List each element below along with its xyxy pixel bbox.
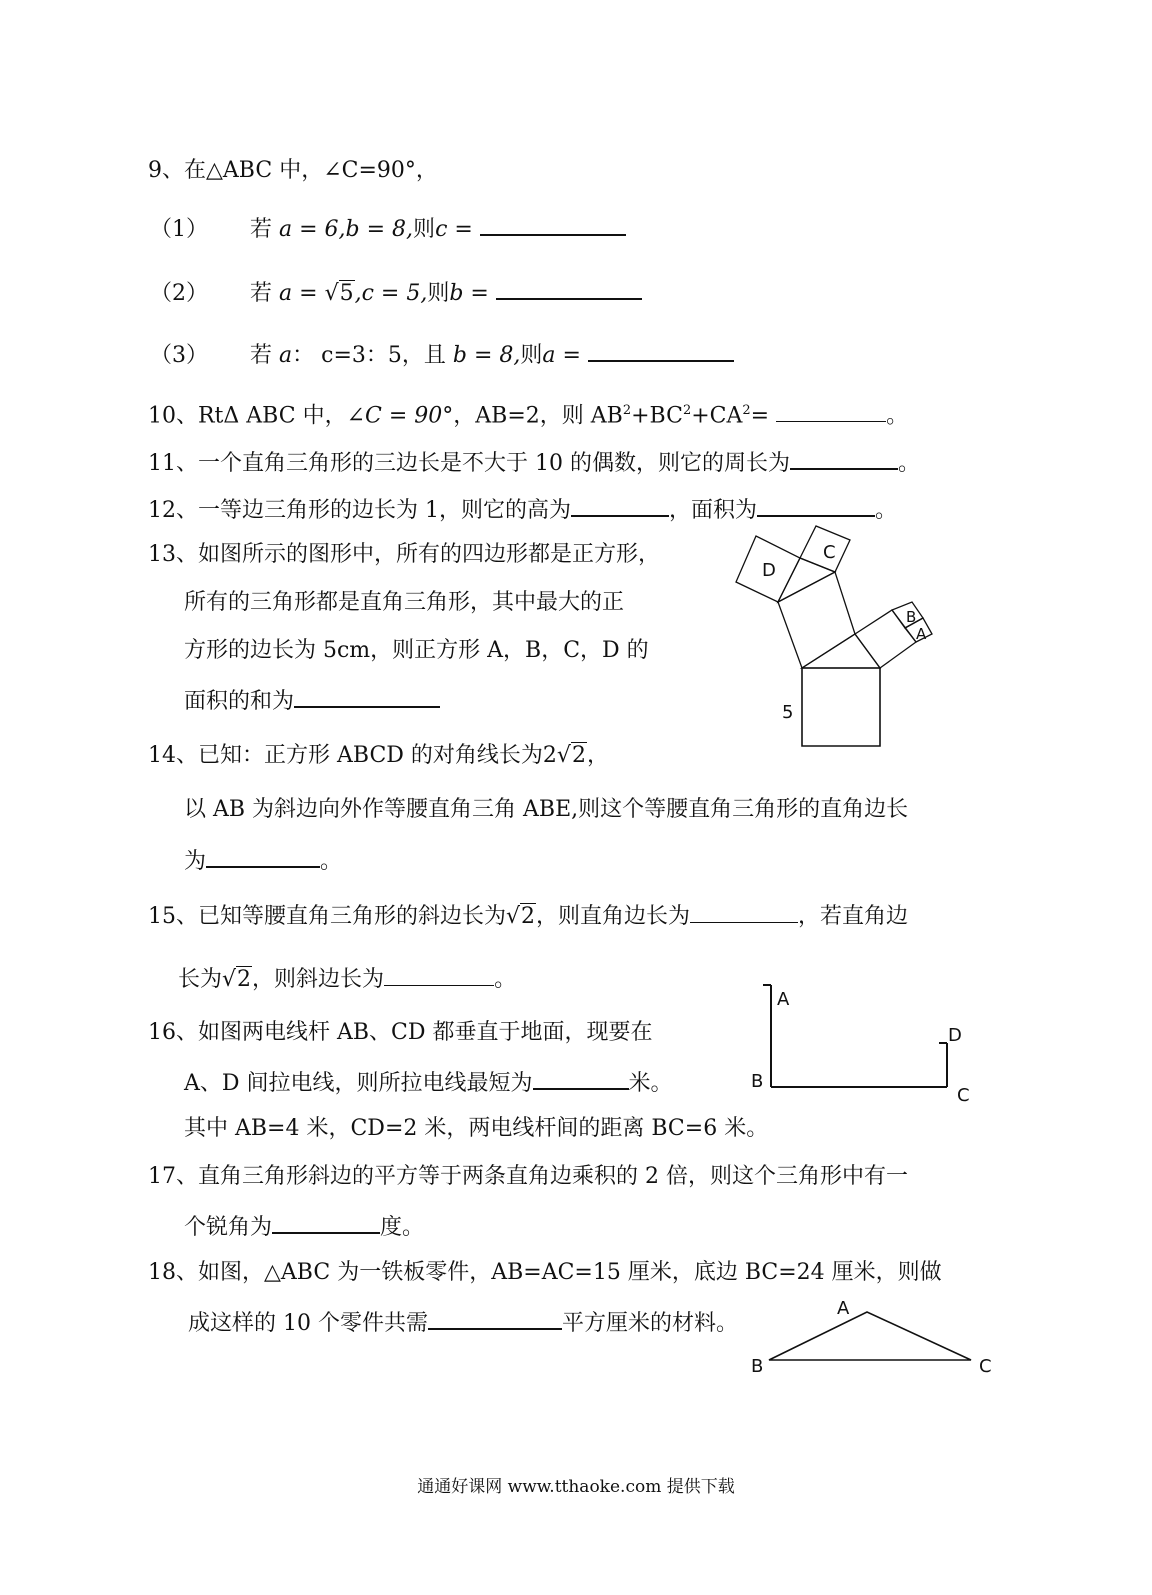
q10-eq: = xyxy=(750,403,770,429)
q9-p3-then: 则 xyxy=(520,343,543,368)
q13-label-a: A xyxy=(916,625,927,643)
q15-root-2: 2 xyxy=(237,967,252,992)
q14-coef: 2 xyxy=(542,743,557,768)
q16-line3: 其中 AB=4 米，CD=2 米，两电线杆间的距离 BC=6 米。 xyxy=(184,1116,769,1141)
q16-answer-blank[interactable] xyxy=(533,1066,629,1090)
q15-line1a: 15、已知等腰直角三角形的斜边长为 xyxy=(148,904,506,929)
q17-answer-blank[interactable] xyxy=(272,1210,380,1234)
q12-end: 。 xyxy=(875,498,898,523)
q13-label-d: D xyxy=(762,560,776,581)
q13-line1: 13、如图所示的图形中，所有的四边形都是正方形， xyxy=(148,542,660,567)
q14-line2: 以 AB 为斜边向外作等腰直角三角 ABE,则这个等腰直角三角形的直角边长 xyxy=(184,797,909,822)
q13-big-square xyxy=(802,668,880,746)
q13-label-b: B xyxy=(906,608,917,626)
q9-p3-math: b = 8, xyxy=(452,343,521,368)
q9-p3-var: a = xyxy=(542,343,581,368)
q10-angle: ∠C = 90° xyxy=(346,403,454,429)
q10-answer-blank[interactable] xyxy=(776,399,886,422)
q13-left-square xyxy=(778,572,855,668)
q9-p2-var: b = xyxy=(449,281,489,306)
q9-p3-text: 若 xyxy=(250,343,273,368)
q12-area-blank[interactable] xyxy=(757,493,875,517)
q12-text: 12、一等边三角形的边长为 1，则它的高为 xyxy=(148,498,571,523)
q17-line2 xyxy=(184,1210,424,1243)
q10-sup-3: 2 xyxy=(742,403,751,418)
q16-line2b: 米。 xyxy=(628,1071,673,1096)
q9-p1-num: （1） xyxy=(150,217,208,242)
q17-line1: 17、直角三角形斜边的平方等于两条直角边乘积的 2 倍，则这个三角形中有一 xyxy=(148,1164,908,1189)
q18-triangle xyxy=(769,1312,971,1360)
q15-line1b: ，则直角边长为 xyxy=(536,904,691,929)
sqrt-icon: √5 xyxy=(324,281,354,306)
q9-p2-root: 5 xyxy=(339,281,354,306)
page-footer: 通通好课网 www.tthaoke.com 提供下载 xyxy=(417,1477,735,1497)
q13-line4 xyxy=(184,684,440,717)
q11-answer-blank[interactable] xyxy=(790,446,898,470)
q9-part3 xyxy=(150,338,734,371)
q15-root-1: 2 xyxy=(521,904,536,929)
q9-p2-num: （2） xyxy=(150,281,208,306)
q18-answer-blank[interactable] xyxy=(428,1306,562,1330)
q18-line2 xyxy=(188,1306,738,1339)
q17-line2a: 个锐角为 xyxy=(184,1215,273,1240)
q18-label-a: A xyxy=(837,1298,850,1319)
q11-line xyxy=(148,446,920,479)
q10-sup-1: 2 xyxy=(622,403,632,418)
q10-sup-2: 2 xyxy=(682,403,692,418)
q16-label-c: C xyxy=(957,1085,970,1106)
q18-label-b: B xyxy=(751,1356,764,1377)
q11-end: 。 xyxy=(897,451,920,476)
q16-line2 xyxy=(184,1066,673,1099)
q18-figure xyxy=(745,1290,1005,1390)
q10-ca: +CA xyxy=(691,403,743,429)
q12-height-blank[interactable] xyxy=(571,493,669,517)
q13-answer-blank[interactable] xyxy=(294,684,440,708)
q9-stem: 9、在△ABC 中，∠C=90°， xyxy=(148,158,438,183)
q9-p1-var: c = xyxy=(435,217,473,242)
q9-p3-answer-blank[interactable] xyxy=(588,338,734,362)
sqrt-icon: √2 xyxy=(222,967,252,992)
q9-p1-text: 若 xyxy=(250,217,273,242)
q14-root: 2 xyxy=(571,743,586,768)
q15-line1c: ，若直角边 xyxy=(798,904,909,929)
q15-line2 xyxy=(178,963,516,995)
q10-mid: ，AB=2，则 AB xyxy=(453,403,623,429)
q18-line2b: 平方厘米的材料。 xyxy=(561,1311,738,1336)
q11-text: 11、一个直角三角形的三边长是不大于 10 的偶数，则它的周长为 xyxy=(148,451,790,476)
q14-line1 xyxy=(148,741,609,771)
q9-part2 xyxy=(150,276,642,309)
q15-line1 xyxy=(148,900,908,932)
q9-part1 xyxy=(150,212,626,245)
sqrt-icon: √2 xyxy=(556,743,586,768)
q9-p2-math-a: a = xyxy=(279,281,318,306)
q16-figure xyxy=(745,975,985,1115)
q10-end: 。 xyxy=(886,403,909,429)
q16-label-b: B xyxy=(751,1071,764,1092)
q9-p3-a: a xyxy=(279,343,293,368)
q14-line3 xyxy=(184,844,342,877)
q10-pre: 10、RtΔ ABC 中， xyxy=(148,403,347,429)
q13-label-c: C xyxy=(823,542,836,563)
q16-line2a: A、D 间拉电线，则所拉电线最短为 xyxy=(184,1071,533,1096)
q15-line2b: ，则斜边长为 xyxy=(252,967,385,992)
q15-line2a: 长为 xyxy=(178,967,223,992)
q9-p2-answer-blank[interactable] xyxy=(496,276,642,300)
q10-line xyxy=(148,396,908,431)
q14-end: 。 xyxy=(320,849,343,874)
q12-mid: ，面积为 xyxy=(669,498,758,523)
q9-p1-answer-blank[interactable] xyxy=(480,212,626,236)
q14-line1a: 14、已知：正方形 ABCD 的对角线长为 xyxy=(148,743,543,768)
q10-bc: +BC xyxy=(631,403,683,429)
q15-leg-blank[interactable] xyxy=(690,900,798,923)
q18-line1: 18、如图，△ABC 为一铁板零件，AB=AC=15 厘米，底边 BC=24 厘米，则做 xyxy=(148,1260,942,1285)
q17-line2b: 度。 xyxy=(380,1215,425,1240)
q18-line2a: 成这样的 10 个零件共需 xyxy=(188,1311,428,1336)
q13-label-5: 5 xyxy=(782,702,794,723)
q9-p2-text: 若 xyxy=(250,281,273,306)
q9-p3-num: （3） xyxy=(150,343,208,368)
q9-p3-mid: ： c=3：5，且 xyxy=(292,343,446,368)
q18-label-c: C xyxy=(979,1356,992,1377)
q16-label-a: A xyxy=(777,989,790,1010)
q9-p2-math-b: ,c = 5, xyxy=(354,281,428,306)
q9-p1-then: 则 xyxy=(413,217,436,242)
q14-line1b: ， xyxy=(586,743,609,768)
q9-p1-math: a = 6,b = 8, xyxy=(279,217,414,242)
q14-line3-text: 为 xyxy=(184,849,207,874)
q16-line1: 16、如图两电线杆 AB、CD 都垂直于地面，现要在 xyxy=(148,1020,653,1045)
sqrt-icon: √2 xyxy=(506,904,536,929)
q16-label-d: D xyxy=(948,1025,962,1046)
q13-triangle-top xyxy=(778,558,835,602)
q14-answer-blank[interactable] xyxy=(206,844,320,868)
q9-p2-then: 则 xyxy=(427,281,450,306)
q13-line4-text: 面积的和为 xyxy=(184,689,295,714)
q15-hyp-blank[interactable] xyxy=(384,963,494,986)
q13-line2: 所有的三角形都是直角三角形，其中最大的正 xyxy=(184,590,625,615)
q13-figure xyxy=(720,520,950,760)
q15-end: 。 xyxy=(494,967,517,992)
q13-line3: 方形的边长为 5cm，则正方形 A，B，C，D 的 xyxy=(184,638,649,663)
